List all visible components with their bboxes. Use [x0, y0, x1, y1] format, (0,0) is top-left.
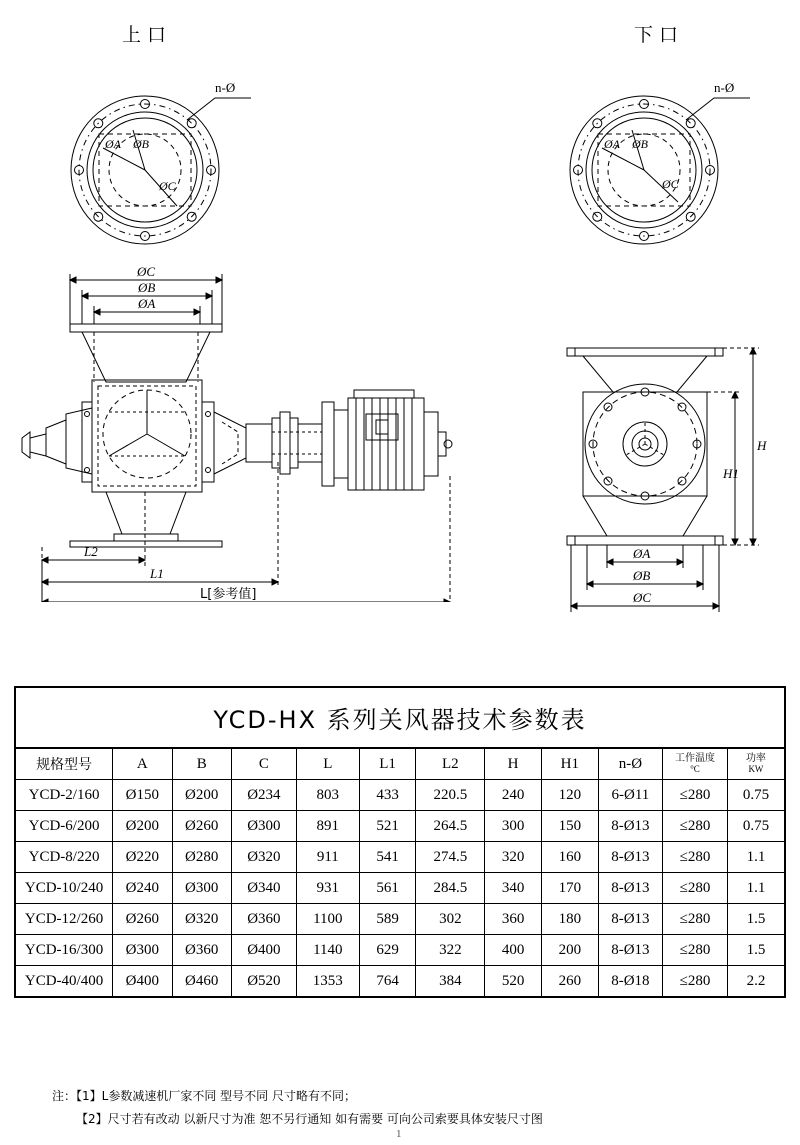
cell-nd: 8-Ø13 [598, 842, 662, 873]
col-power [727, 748, 785, 780]
cell-l2: 284.5 [416, 873, 485, 904]
cell-h1: 260 [541, 966, 598, 998]
cell-c: Ø520 [231, 966, 296, 998]
cell-model: YCD-16/300 [15, 935, 113, 966]
cell-l: 1100 [296, 904, 359, 935]
dim-label-dia-a: ØA [138, 296, 156, 311]
dim-label-h: H [757, 438, 767, 453]
cell-l2: 384 [416, 966, 485, 998]
cell-b: Ø260 [172, 811, 231, 842]
cell-model: YCD-10/240 [15, 873, 113, 904]
svg-text:ØB: ØB [632, 137, 648, 151]
cell-nd: 8-Ø13 [598, 935, 662, 966]
cell-b: Ø280 [172, 842, 231, 873]
cell-c: Ø320 [231, 842, 296, 873]
cell-temp: ≤280 [663, 966, 728, 998]
svg-text:ØA: ØA [604, 137, 620, 151]
svg-text:ØC: ØC [662, 177, 679, 191]
dim-label-l1: L1 [150, 566, 164, 581]
cell-temp: ≤280 [663, 842, 728, 873]
cell-a: Ø260 [113, 904, 172, 935]
cell-l: 911 [296, 842, 359, 873]
page-number: 1 [396, 1128, 402, 1140]
cell-b: Ø320 [172, 904, 231, 935]
cell-a: Ø400 [113, 966, 172, 998]
cell-model: YCD-12/260 [15, 904, 113, 935]
col-temp-unit: °C [690, 763, 700, 774]
table-row [15, 966, 785, 998]
dim-label-end-dia-b: ØB [633, 568, 651, 583]
cell-model: YCD-8/220 [15, 842, 113, 873]
cell-h: 360 [485, 904, 542, 935]
spec-table [14, 686, 786, 998]
dim-label-dia-b: ØB [138, 280, 156, 295]
bottom-outlet-title: 下口 [634, 24, 685, 46]
cell-l2: 322 [416, 935, 485, 966]
cell-nd: 6-Ø11 [598, 780, 662, 811]
cell-l1: 521 [359, 811, 416, 842]
cell-h: 520 [485, 966, 542, 998]
cell-l: 931 [296, 873, 359, 904]
cell-l2: 264.5 [416, 811, 485, 842]
col-h1: H1 [541, 748, 598, 780]
cell-h: 240 [485, 780, 542, 811]
dim-label-end-dia-a: ØA [633, 546, 651, 561]
cell-h: 340 [485, 873, 542, 904]
top-inlet-title: 上口 [122, 24, 173, 46]
cell-h: 320 [485, 842, 542, 873]
cell-temp: ≤280 [663, 780, 728, 811]
cell-h1: 170 [541, 873, 598, 904]
cell-a: Ø200 [113, 811, 172, 842]
cell-temp: ≤280 [663, 873, 728, 904]
col-c: C [231, 748, 296, 780]
cell-h: 300 [485, 811, 542, 842]
cell-power: 1.5 [727, 935, 785, 966]
cell-temp: ≤280 [663, 935, 728, 966]
cell-c: Ø300 [231, 811, 296, 842]
cell-l: 1353 [296, 966, 359, 998]
note-line-2: 【2】尺寸若有改动 以新尺寸为准 恕不另行通知 如有需要 可向公司索要具体安装尺寸图 [76, 1111, 543, 1126]
cell-power: 0.75 [727, 811, 785, 842]
svg-text:ØB: ØB [133, 137, 149, 151]
spec-table-wrap [14, 686, 786, 998]
dim-label-dia-c: ØC [137, 264, 156, 279]
cell-nd: 8-Ø13 [598, 904, 662, 935]
cell-l2: 302 [416, 904, 485, 935]
cell-l1: 561 [359, 873, 416, 904]
bottom-outlet-flange-view [552, 70, 782, 260]
col-power-label: 功率 [745, 753, 766, 765]
cell-h1: 160 [541, 842, 598, 873]
cell-l1: 629 [359, 935, 416, 966]
cell-l1: 764 [359, 966, 416, 998]
cell-a: Ø150 [113, 780, 172, 811]
table-row [15, 780, 785, 811]
cell-h: 400 [485, 935, 542, 966]
cell-model: YCD-2/160 [15, 780, 113, 811]
table-row [15, 873, 785, 904]
cell-model: YCD-6/200 [15, 811, 113, 842]
cell-l: 891 [296, 811, 359, 842]
cell-nd: 8-Ø13 [598, 811, 662, 842]
col-nd: n-Ø [598, 748, 662, 780]
cell-b: Ø460 [172, 966, 231, 998]
table-header-row [15, 748, 785, 780]
cell-h1: 120 [541, 780, 598, 811]
cell-power: 1.1 [727, 873, 785, 904]
cell-l2: 274.5 [416, 842, 485, 873]
col-l2: L2 [416, 748, 485, 780]
cell-b: Ø360 [172, 935, 231, 966]
col-a: A [113, 748, 172, 780]
dim-label-end-dia-c: ØC [633, 590, 652, 605]
notes-block [52, 1085, 543, 1131]
table-row [15, 904, 785, 935]
dim-label-l: L[参考值] [200, 587, 257, 602]
cell-a: Ø300 [113, 935, 172, 966]
cell-power: 2.2 [727, 966, 785, 998]
cell-c: Ø340 [231, 873, 296, 904]
cell-c: Ø234 [231, 780, 296, 811]
cell-power: 1.1 [727, 842, 785, 873]
cell-nd: 8-Ø13 [598, 873, 662, 904]
cell-nd: 8-Ø18 [598, 966, 662, 998]
col-b: B [172, 748, 231, 780]
cell-h1: 150 [541, 811, 598, 842]
col-temp-label: 工作温度 [674, 753, 715, 765]
table-body [15, 780, 785, 998]
cell-h1: 200 [541, 935, 598, 966]
flange-hole-label: n-Ø [215, 80, 236, 95]
svg-text:ØA: ØA [105, 137, 121, 151]
spec-table-title: YCD-HX 系列关风器技术参数表 [14, 686, 786, 747]
table-row [15, 935, 785, 966]
col-power-unit: KW [748, 763, 764, 774]
cell-l2: 220.5 [416, 780, 485, 811]
col-h: H [485, 748, 542, 780]
dim-label-l2: L2 [84, 544, 98, 559]
table-row [15, 842, 785, 873]
cell-l: 1140 [296, 935, 359, 966]
note-line-1: 注：【1】L参数减速机厂家不同 型号不同 尺寸略有不同； [52, 1089, 356, 1103]
table-row [15, 811, 785, 842]
cell-l1: 589 [359, 904, 416, 935]
cell-power: 1.5 [727, 904, 785, 935]
flange-hole-label-2: n-Ø [714, 80, 735, 95]
col-model: 规格型号 [15, 748, 113, 780]
end-elevation-view [545, 330, 795, 620]
side-elevation-view [10, 262, 480, 602]
top-inlet-flange-view [55, 70, 285, 260]
cell-l1: 541 [359, 842, 416, 873]
cell-temp: ≤280 [663, 904, 728, 935]
cell-b: Ø200 [172, 780, 231, 811]
cell-model: YCD-40/400 [15, 966, 113, 998]
dim-label-h1: H1 [723, 466, 739, 481]
col-l: L [296, 748, 359, 780]
cell-a: Ø220 [113, 842, 172, 873]
cell-c: Ø400 [231, 935, 296, 966]
cell-l1: 433 [359, 780, 416, 811]
cell-l: 803 [296, 780, 359, 811]
cell-h1: 180 [541, 904, 598, 935]
svg-text:ØC: ØC [159, 179, 176, 193]
cell-c: Ø360 [231, 904, 296, 935]
col-l1: L1 [359, 748, 416, 780]
col-temp [663, 748, 728, 780]
cell-a: Ø240 [113, 873, 172, 904]
cell-b: Ø300 [172, 873, 231, 904]
cell-power: 0.75 [727, 780, 785, 811]
cell-temp: ≤280 [663, 811, 728, 842]
